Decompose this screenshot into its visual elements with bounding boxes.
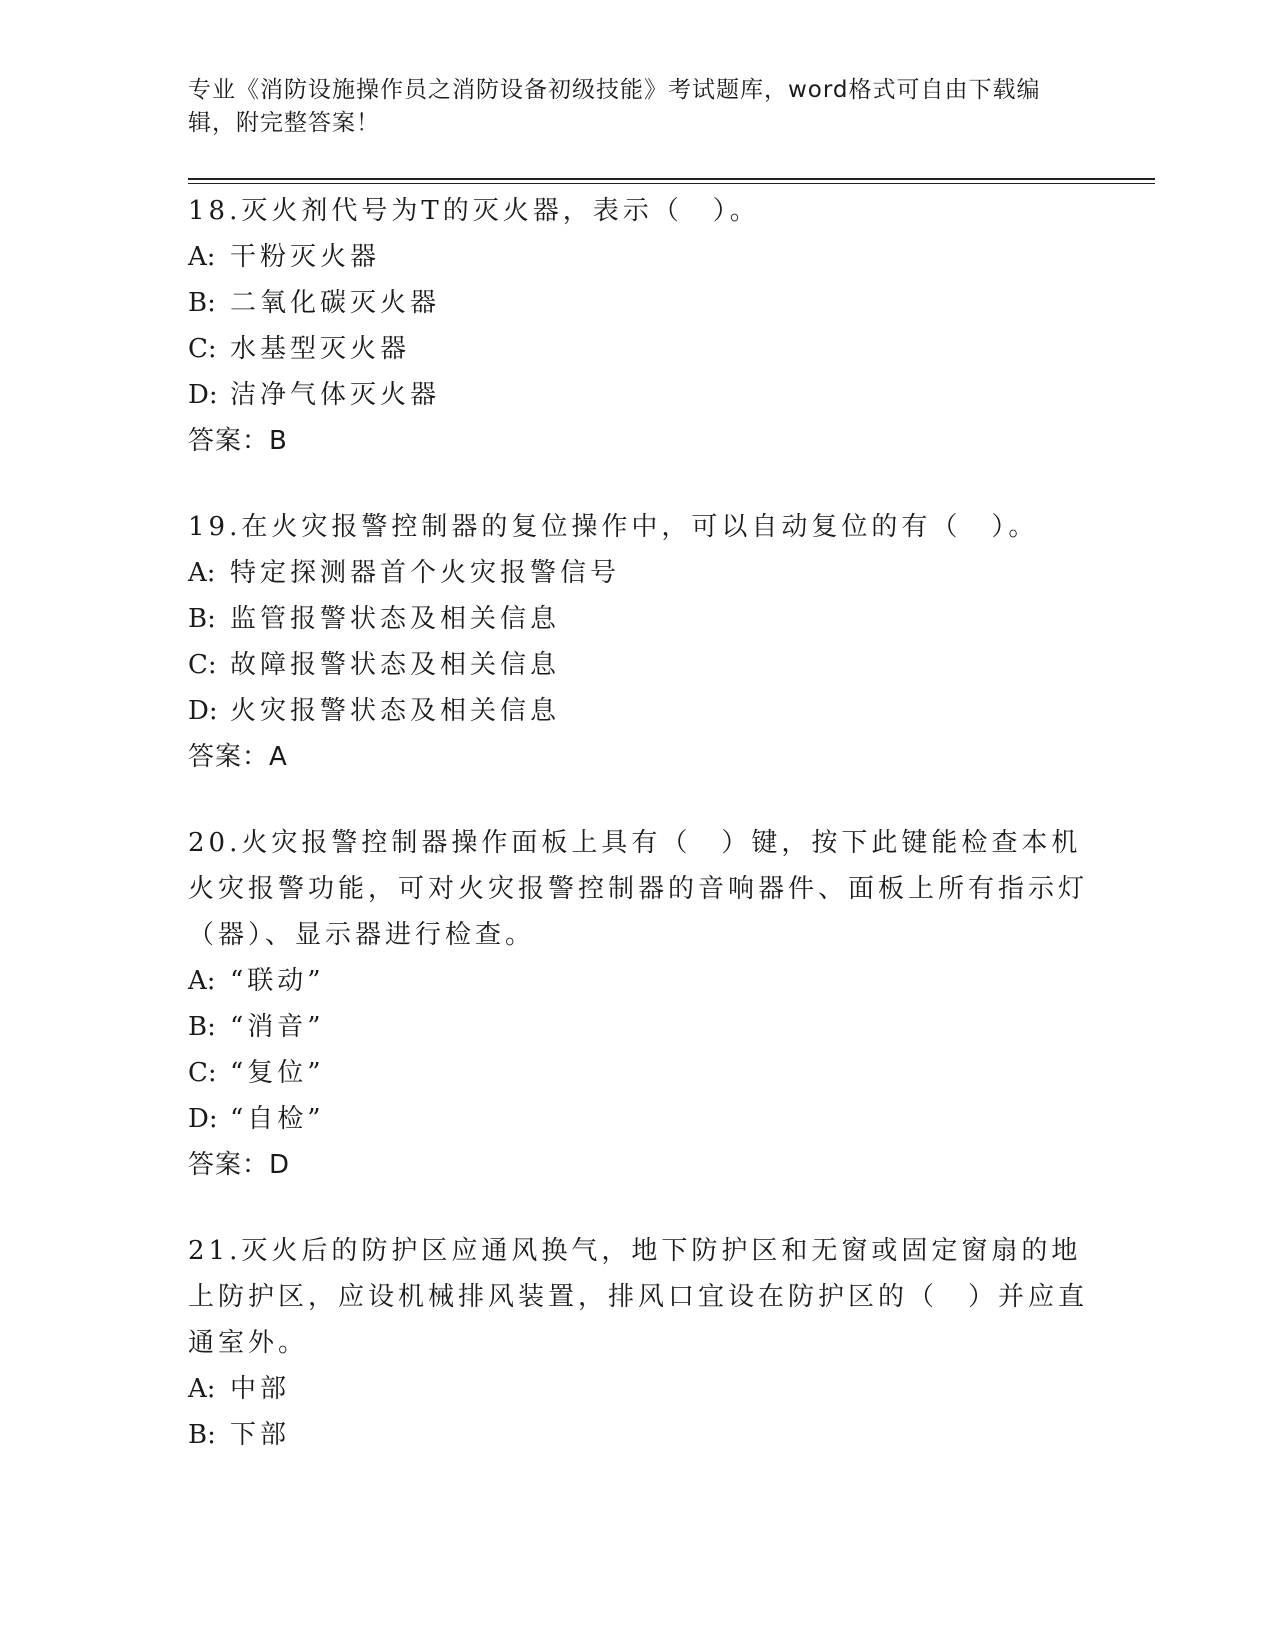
question-stem: 18.灭火剂代号为T的灭火器，表示（ ）。 — [188, 196, 760, 226]
question-18 — [188, 188, 1088, 464]
option-text: 特定探测器首个火灾报警信号 — [230, 558, 621, 588]
option-key: B: — [188, 1420, 216, 1450]
option-b — [188, 280, 1088, 326]
option-key: A: — [188, 966, 216, 996]
option-text: 故障报警状态及相关信息 — [230, 650, 561, 680]
option-d — [188, 1096, 1088, 1142]
option-key: C: — [188, 650, 217, 680]
option-a — [188, 234, 1088, 280]
question-21 — [188, 1228, 1088, 1458]
option-key: D: — [188, 696, 218, 726]
header-divider-thin — [188, 183, 1155, 184]
option-a — [188, 550, 1088, 596]
option-text: 洁净气体灭火器 — [230, 380, 441, 410]
document-header: 专业《消防设施操作员之消防设备初级技能》考试题库，word格式可自由下载编辑，附完整答案！ — [188, 77, 1041, 136]
question-20 — [188, 820, 1088, 1188]
option-key: A: — [188, 558, 216, 588]
option-text: 二氧化碳灭火器 — [230, 288, 441, 318]
option-key: B: — [188, 288, 216, 318]
option-text: 水基型灭火器 — [230, 334, 411, 364]
option-c — [188, 642, 1088, 688]
option-a — [188, 1366, 1088, 1412]
option-b — [188, 1412, 1088, 1458]
option-key: A: — [188, 242, 216, 272]
option-text: 干粉灭火器 — [230, 242, 381, 272]
answer-line: 答案：D — [188, 1150, 291, 1180]
answer-line: 答案：A — [188, 742, 288, 772]
option-c — [188, 326, 1088, 372]
option-b — [188, 1004, 1088, 1050]
option-key: B: — [188, 604, 216, 634]
option-text: “消音” — [230, 1012, 325, 1042]
option-key: C: — [188, 334, 217, 364]
option-a — [188, 958, 1088, 1004]
question-list — [188, 188, 1088, 1498]
answer-line: 答案：B — [188, 426, 288, 456]
question-19 — [188, 504, 1088, 780]
option-text: 监管报警状态及相关信息 — [230, 604, 561, 634]
question-stem: 19.在火灾报警控制器的复位操作中，可以自动复位的有（ ）。 — [188, 512, 1039, 542]
option-key: A: — [188, 1374, 216, 1404]
option-key: D: — [188, 380, 218, 410]
option-text: “复位” — [230, 1058, 325, 1088]
option-key: D: — [188, 1104, 218, 1134]
option-text: 火灾报警状态及相关信息 — [230, 696, 561, 726]
option-key: C: — [188, 1058, 217, 1088]
option-text: 下部 — [230, 1420, 291, 1450]
question-stem: 20.火灾报警控制器操作面板上具有（ ）键，按下此键能检查本机火灾报警功能，可对火灾报警控制器的音响器件、面板上所有指示灯（器）、显示器进行检查。 — [188, 828, 1089, 950]
option-d — [188, 688, 1088, 734]
option-c — [188, 1050, 1088, 1096]
option-text: 中部 — [230, 1374, 291, 1404]
option-d — [188, 372, 1088, 418]
option-b — [188, 596, 1088, 642]
option-text: “联动” — [230, 966, 325, 996]
option-text: “自检” — [230, 1104, 325, 1134]
question-stem: 21.灭火后的防护区应通风换气，地下防护区和无窗或固定窗扇的地上防护区，应设机械排风装置，排风口宜设在防护区的（ ）并应直通室外。 — [188, 1236, 1089, 1358]
header-divider-thick — [188, 178, 1155, 180]
option-key: B: — [188, 1012, 216, 1042]
